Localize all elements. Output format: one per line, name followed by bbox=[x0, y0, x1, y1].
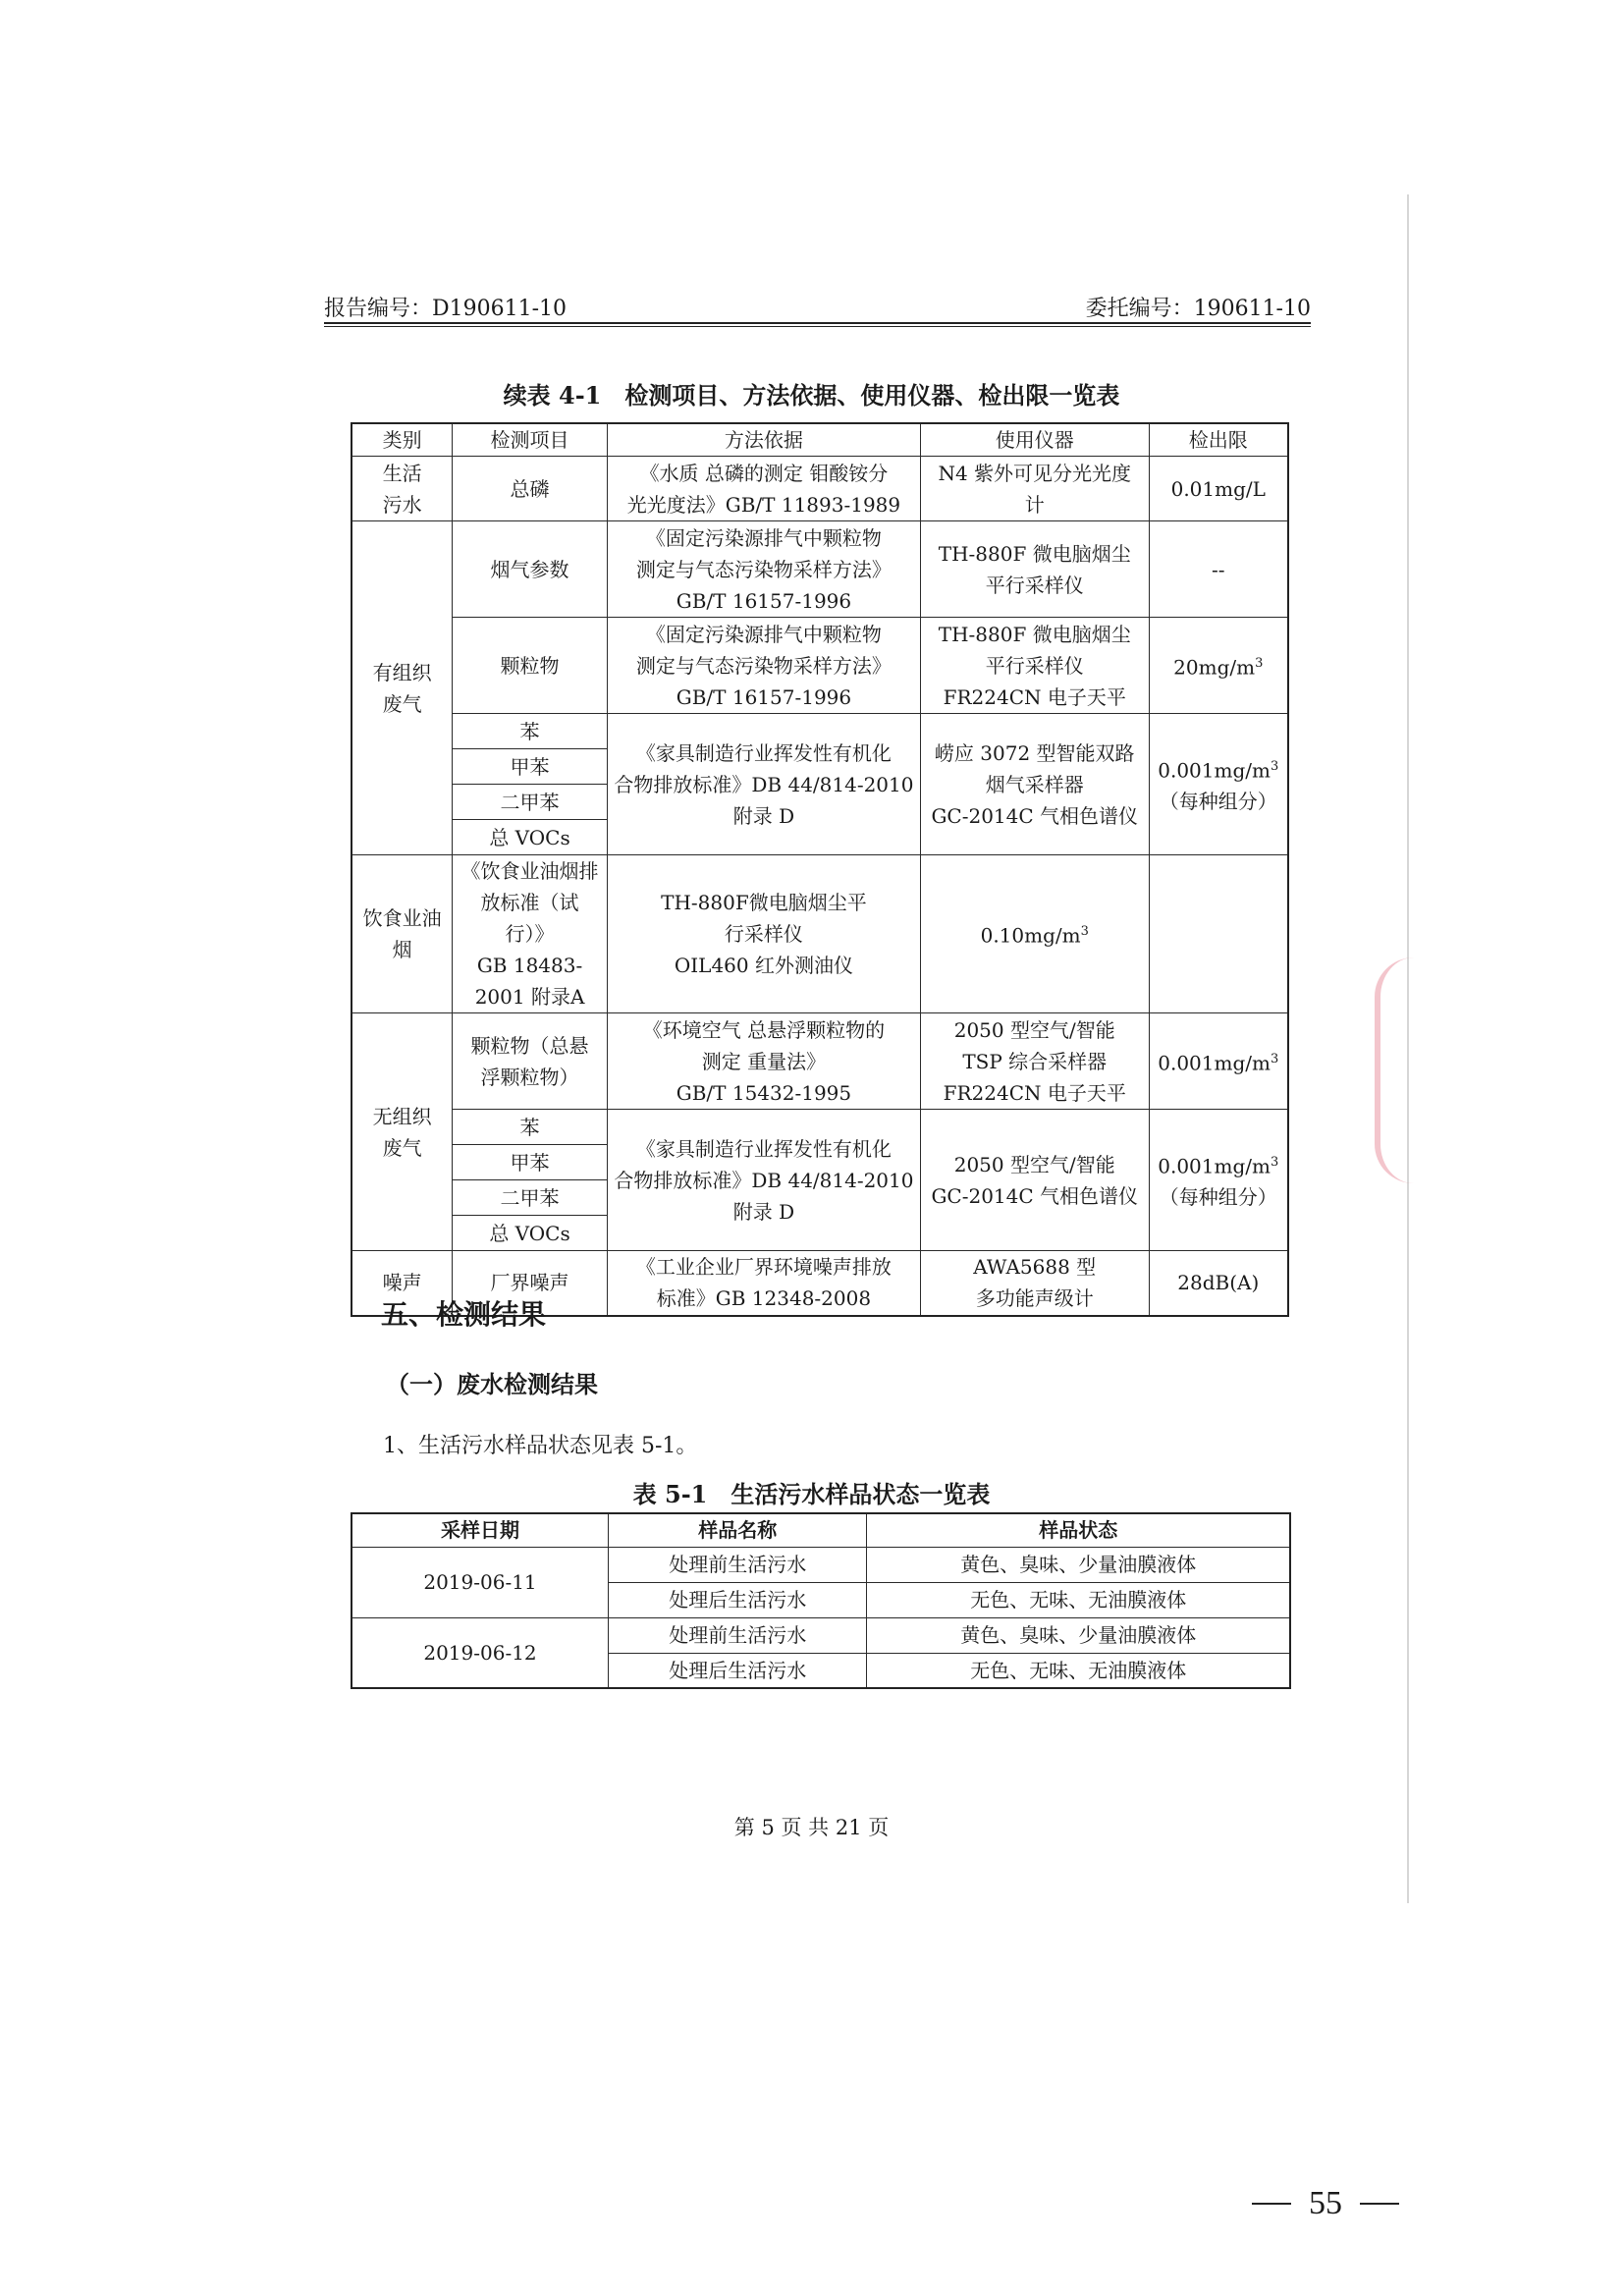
instrument-cell: AWA5688 型 多功能声级计 bbox=[920, 1251, 1149, 1316]
sample-name-cell: 处理后生活污水 bbox=[609, 1582, 867, 1617]
table-header-row bbox=[352, 423, 1288, 457]
category-cell: 无组织 废气 bbox=[352, 1013, 453, 1251]
table-row bbox=[352, 1617, 1290, 1653]
table-4-1 bbox=[351, 422, 1289, 1317]
header-sample-name: 样品名称 bbox=[609, 1513, 867, 1547]
sample-name-cell: 处理前生活污水 bbox=[609, 1617, 867, 1653]
instrument-cell: 2050 型空气/智能 GC-2014C 气相色谱仪 bbox=[920, 1110, 1149, 1251]
table-5-1 bbox=[351, 1512, 1291, 1689]
header-category: 类别 bbox=[352, 423, 453, 457]
page-indicator: 第 5 页 共 21 页 bbox=[733, 1816, 890, 1839]
sample-state-cell: 黄色、臭味、少量油膜液体 bbox=[867, 1617, 1290, 1653]
subsection-title: （一）废水检测结果 bbox=[386, 1370, 598, 1398]
table-row bbox=[352, 855, 1288, 1013]
header-date: 采样日期 bbox=[352, 1513, 609, 1547]
limit-unit-exponent: 3 bbox=[1270, 1051, 1279, 1066]
sample-name-cell: 处理前生活污水 bbox=[609, 1547, 867, 1582]
item-cell: 颗粒物（总悬 浮颗粒物） bbox=[453, 1013, 608, 1110]
method-cell: 《环境空气 总悬浮颗粒物的 测定 重量法》 GB/T 15432-1995 bbox=[607, 1013, 920, 1110]
header-rule bbox=[324, 322, 1311, 324]
sample-state-cell: 无色、无味、无油膜液体 bbox=[867, 1582, 1290, 1617]
limit-value: 20mg/m bbox=[1173, 655, 1256, 680]
limit-note: （每种组分） bbox=[1159, 1185, 1277, 1210]
limit-cell bbox=[1149, 714, 1288, 855]
dash-right bbox=[1360, 2203, 1399, 2205]
limit-cell: -- bbox=[1149, 521, 1288, 618]
item-cell: 苯 bbox=[453, 1110, 608, 1145]
category-cell: 噪声 bbox=[352, 1251, 453, 1316]
item-cell: 二甲苯 bbox=[453, 1180, 608, 1216]
method-cell: 《家具制造行业挥发性有机化 合物排放标准》DB 44/814-2010 附录 D bbox=[607, 1110, 920, 1251]
limit-value: 0.10mg/m bbox=[980, 923, 1081, 948]
item-cell: 甲苯 bbox=[453, 749, 608, 785]
limit-cell bbox=[1149, 1110, 1288, 1251]
table-row bbox=[352, 714, 1288, 749]
instrument-cell: 2050 型空气/智能 TSP 综合采样器 FR224CN 电子天平 bbox=[920, 1013, 1149, 1110]
date-cell: 2019-06-11 bbox=[352, 1547, 609, 1617]
method-cell: 《工业企业厂界环境噪声排放 标准》GB 12348-2008 bbox=[607, 1251, 920, 1316]
limit-unit-exponent: 3 bbox=[1270, 758, 1279, 774]
instrument-cell: 崂应 3072 型智能双路 烟气采样器 GC-2014C 气相色谱仪 bbox=[920, 714, 1149, 855]
instrument-cell: N4 紫外可见分光光度 计 bbox=[920, 457, 1149, 521]
method-cell: 《家具制造行业挥发性有机化 合物排放标准》DB 44/814-2010 附录 D bbox=[607, 714, 920, 855]
header-method: 方法依据 bbox=[607, 423, 920, 457]
commission-number: 委托编号：190611-10 bbox=[1085, 297, 1311, 321]
limit-cell: 0.01mg/L bbox=[1149, 457, 1288, 521]
category-cell: 有组织 废气 bbox=[352, 521, 453, 855]
category-cell: 生活 污水 bbox=[352, 457, 453, 521]
item-cell: 总 VOCs bbox=[453, 1216, 608, 1251]
big-page-number: 55 bbox=[1309, 2185, 1342, 2221]
section-title: 五、检测结果 bbox=[381, 1298, 547, 1331]
report-number: 报告编号：D190611-10 bbox=[324, 297, 568, 321]
header-instrument: 使用仪器 bbox=[920, 423, 1149, 457]
table-row bbox=[352, 1110, 1288, 1145]
item-cell: 总磷 bbox=[453, 457, 608, 521]
item-cell: 总 VOCs bbox=[453, 820, 608, 855]
instrument-cell: TH-880F 微电脑烟尘 平行采样仪 bbox=[920, 521, 1149, 618]
paragraph: 1、生活污水样品状态见表 5-1。 bbox=[383, 1434, 698, 1458]
header-rule-thin bbox=[324, 326, 1311, 327]
item-cell: 厂界噪声 bbox=[453, 1251, 608, 1316]
limit-value: 0.001mg/m bbox=[1158, 1051, 1271, 1075]
item-cell: 二甲苯 bbox=[453, 785, 608, 820]
header-item: 检测项目 bbox=[453, 423, 608, 457]
item-cell: 苯 bbox=[453, 714, 608, 749]
seal-stamp-fragment bbox=[1375, 957, 1416, 1183]
limit-unit-exponent: 3 bbox=[1080, 924, 1089, 940]
date-cell: 2019-06-12 bbox=[352, 1617, 609, 1688]
method-cell: 《饮食业油烟排放标准（试行）》 GB 18483-2001 附录A bbox=[453, 855, 608, 1013]
item-cell: 饮食业油烟 bbox=[352, 855, 453, 1013]
sample-name-cell: 处理后生活污水 bbox=[609, 1653, 867, 1688]
table-5-1-caption: 表 5-1 生活污水样品状态一览表 bbox=[632, 1480, 991, 1508]
limit-cell bbox=[920, 855, 1149, 1013]
limit-note: （每种组分） bbox=[1159, 790, 1277, 814]
limit-value: 0.001mg/m bbox=[1158, 1154, 1271, 1178]
table-4-1-caption: 续表 4-1 检测项目、方法依据、使用仪器、检出限一览表 bbox=[503, 381, 1120, 410]
report-header bbox=[324, 292, 1311, 326]
table-row bbox=[352, 1547, 1290, 1582]
sample-state-cell: 无色、无味、无油膜液体 bbox=[867, 1653, 1290, 1688]
dash-left bbox=[1252, 2203, 1291, 2205]
limit-cell bbox=[1149, 618, 1288, 714]
sample-state-cell: 黄色、臭味、少量油膜液体 bbox=[867, 1547, 1290, 1582]
header-limit: 检出限 bbox=[1149, 423, 1288, 457]
method-cell: 《水质 总磷的测定 钼酸铵分 光光度法》GB/T 11893-1989 bbox=[607, 457, 920, 521]
table-row bbox=[352, 1013, 1288, 1110]
instrument-cell: TH-880F 微电脑烟尘 平行采样仪 FR224CN 电子天平 bbox=[920, 618, 1149, 714]
limit-cell bbox=[1149, 1013, 1288, 1110]
item-cell: 颗粒物 bbox=[453, 618, 608, 714]
item-cell: 甲苯 bbox=[453, 1145, 608, 1180]
table-header-row bbox=[352, 1513, 1290, 1547]
header-sample-state: 样品状态 bbox=[867, 1513, 1290, 1547]
limit-unit-exponent: 3 bbox=[1270, 1154, 1279, 1170]
table-row bbox=[352, 457, 1288, 521]
table-row bbox=[352, 521, 1288, 618]
limit-unit-exponent: 3 bbox=[1255, 655, 1264, 671]
method-cell: 《固定污染源排气中颗粒物 测定与气态污染物采样方法》 GB/T 16157-1996 bbox=[607, 521, 920, 618]
instrument-cell: TH-880F微电脑烟尘平 行采样仪 OIL460 红外测油仪 bbox=[607, 855, 920, 1013]
limit-value: 0.001mg/m bbox=[1158, 758, 1271, 783]
method-cell: 《固定污染源排气中颗粒物 测定与气态污染物采样方法》 GB/T 16157-1996 bbox=[607, 618, 920, 714]
limit-cell: 28dB(A) bbox=[1149, 1251, 1288, 1316]
table-row bbox=[352, 618, 1288, 714]
item-cell: 烟气参数 bbox=[453, 521, 608, 618]
document-page-number bbox=[1252, 2185, 1399, 2222]
